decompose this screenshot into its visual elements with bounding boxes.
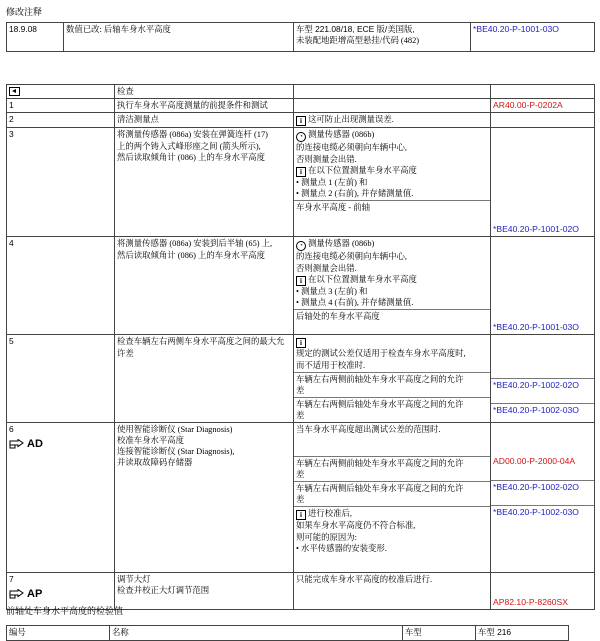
revision-model-line1: 车型 221.08/18, ECE 版/美国版, [296,24,415,34]
sensor-icon: ◔ [296,241,306,251]
step-number-cell [7,423,115,573]
step-task: 清洁测量点 [115,113,294,128]
table-row [7,335,595,423]
step-task: 使用智能诊断仪 (Star Diagnosis) 校准车身水平高度 连接智能诊断仪 (Star Diagnosis), 并读取故障码存储器 [115,423,294,573]
revision-model [294,23,471,52]
table-row [7,113,595,128]
table-header-row [7,85,595,99]
step-ref-link[interactable]: *BE40.20-P-1001-02O [491,128,595,237]
info-icon: i [296,276,306,286]
info-icon: i [296,510,306,520]
table-header-row [7,626,569,641]
table-row [7,423,595,573]
step-number-cell [7,573,115,610]
step-ref-link[interactable]: AD00.00-P-2000-04A [493,456,576,466]
step-task: 将测量传感器 (086a) 安装到后半轴 (65) 上, 然后读取倾角计 (086) 上的车身水平高度 [115,237,294,335]
step-task: 检查车辆左右两侧车身水平高度之间的最大允 许差 [115,335,294,423]
info-icon: i [296,167,306,177]
revision-model-line2: 未装配地距增高型悬挂/代码 (482) [296,36,420,46]
step-ref-links [491,423,595,573]
column-name: 名称 [110,626,403,641]
step-number: 4 [7,237,115,335]
step-number: 7 [9,574,14,584]
ap-code: AP [27,588,43,601]
sensor-icon: ◔ [296,132,306,142]
column-model: 车型 [403,626,476,641]
revision-ref-link[interactable]: *BE40.20-P-1001-03O [471,23,595,52]
values-table [6,625,569,641]
step-ref-link[interactable]: *BE40.20-P-1002-03O [491,505,594,518]
step-ref-link[interactable]: *BE40.20-P-1002-02O [491,378,594,391]
front-axle-section-title: 前轴处车身水平高度的检验值 [6,606,124,616]
step-note: 只能完成车身水平高度的校准后进行. [294,573,491,610]
step-ref-link[interactable]: *BE40.20-P-1002-02O [491,480,594,493]
back-icon[interactable] [9,87,20,96]
step-note: ◔ 测量传感器 (086b) 的连接电缆必须朝向车辆中心, 否则测量会出错. i 在以下位置测量车身水平高度 • 测量点 3 (左前) 和 • 测量点 4 (右前), 并存储测量值. 后轴处的车身水平高度 [294,237,491,335]
step-number: 2 [7,113,115,128]
table-row [7,573,595,610]
step-ref-links [491,335,595,423]
info-icon: i [296,116,306,126]
step-note: ◔ 测量传感器 (086b) 的连接电缆必须朝向车辆中心, 否则测量会出错. i 在以下位置测量车身水平高度 • 测量点 1 (左前) 和 • 测量点 2 (右前), 并存储测量值. 车身水平高度 - 前轴 [294,128,491,237]
column-model-216: 车型 216 [476,626,569,641]
step-ref-link[interactable]: AR40.00-P-0202A [491,99,595,113]
revision-table [6,22,595,52]
step-note: 当车身水平高度超出测试公差的范围时. 车辆左右两侧前轴处车身水平高度之间的允许 差 车辆左右两侧后轴处车身水平高度之间的允许 差 i 进行校准后, 如果车身水平高度仍不符合标准, 则可能的原因为: • 水平传感器的安装变形. [294,423,491,573]
step-ref-link[interactable]: *BE40.20-P-1001-03O [491,237,595,335]
ad-code: AD [27,438,43,451]
revision-date: 18.9.08 [7,23,64,52]
check-header: 检查 [115,85,294,99]
step-task: 将测量传感器 (086a) 安装在弹簧连杆 (17) 上的两个铸入式峰形座之间 (箭头所示), 然后读取倾角计 (086) 上的车身水平高度 [115,128,294,237]
table-row [7,23,595,52]
step-ref-link[interactable]: *BE40.20-P-1002-03O [491,403,594,416]
step-number: 6 [9,424,14,434]
revision-change: 数值已改: 后轴车身水平高度 [64,23,294,52]
ad-code-marker [9,437,112,452]
step-ref-link[interactable]: AP82.10-P-8260SX [491,573,595,610]
ap-code-marker [9,587,112,602]
column-number: 编号 [7,626,110,641]
procedure-table [6,84,595,610]
step-number: 1 [7,99,115,113]
step-task: 调节大灯 检查并校正大灯调节范围 [115,573,294,610]
step-note: i 规定的测试公差仅适用于检查车身水平高度时, 而不适用于校准时. 车辆左右两侧前轴处车身水平高度之间的允许 差 车辆左右两侧后轴处车身水平高度之间的允许 差 [294,335,491,423]
table-row [7,99,595,113]
step-task: 执行车身水平高度测量的前提条件和测试 [115,99,294,113]
step-number: 5 [7,335,115,423]
table-row [7,237,595,335]
pointing-hand-icon [9,589,25,599]
pointing-hand-icon [9,439,25,449]
step-note: i 这可防止出现测量误差. [294,113,491,128]
info-icon: i [296,338,306,348]
revision-notes-title: 修改注释 [6,7,43,17]
step-number: 3 [7,128,115,237]
table-row [7,128,595,237]
